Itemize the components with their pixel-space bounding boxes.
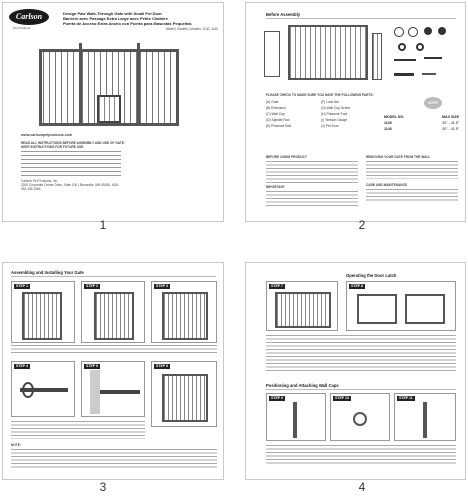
model-cell: 1130 <box>384 121 392 125</box>
max-size-col-header: MAX SIZE <box>442 115 459 119</box>
manual-page-3 <box>2 262 224 480</box>
parts-heading: PLEASE CHECK TO MAKE SURE YOU HAVE THE FOLLOWING PARTS: <box>266 93 374 97</box>
title-block <box>63 11 218 31</box>
step-6-label: STEP 6 <box>156 364 168 368</box>
pressure-foot-icon <box>424 27 432 35</box>
model-table <box>384 115 459 131</box>
step-6-gate <box>162 374 208 422</box>
manual-page-4 <box>245 262 466 480</box>
gate-left-post <box>39 49 42 126</box>
step-5-label: STEP 5 <box>86 364 98 368</box>
part-g: (G) Wall Cup Screw <box>321 106 351 110</box>
model-line: Model | Modèle | Modelo: 1130, 1140 <box>165 27 218 31</box>
care-text <box>366 189 458 203</box>
caption-4: 4 <box>358 480 366 494</box>
manual-page-1 <box>2 2 224 222</box>
step-9-label: STEP 9 <box>271 396 283 400</box>
step-1-box <box>11 281 75 343</box>
part-c: (C) Wall Cup <box>266 112 285 116</box>
size-cell: 30" - 41.5" <box>442 127 459 131</box>
door-latch-title: Operating the Door Latch <box>346 273 397 278</box>
row2-text <box>266 445 456 465</box>
warning-block <box>21 141 211 177</box>
lock-nut-icon <box>398 43 406 51</box>
address-phone: 952.435.1984 <box>21 187 41 191</box>
gate-illustration <box>39 43 179 131</box>
step-5-wall <box>90 370 100 414</box>
step-5-rod <box>100 390 140 394</box>
part-b: (B) Extension <box>266 106 286 110</box>
latch-illustration <box>357 294 397 324</box>
step-10-cup <box>353 412 367 426</box>
box-icon <box>264 31 280 77</box>
step-1-gate <box>22 292 62 340</box>
note-badge: NOTE <box>424 97 442 109</box>
website-link[interactable]: www.carlsonpetproducts.com <box>21 133 73 137</box>
step-4-box <box>11 361 75 417</box>
lock-nut-icon <box>416 43 424 51</box>
before-using-text <box>266 161 358 183</box>
step-11-post <box>423 402 427 438</box>
title-es: Puerta de Acceso Extra Ancho con Puerta para Mascotas Pequeñas <box>63 21 192 26</box>
step-1-label: STEP 1 <box>16 284 28 288</box>
step-9-post <box>293 402 297 438</box>
step-7-gate <box>275 292 331 328</box>
model-col-header: MODEL NO. <box>384 115 405 119</box>
step-4-knob <box>22 382 34 398</box>
step-3-box <box>151 281 217 343</box>
pressure-foot-icon <box>438 27 446 35</box>
important-heading: IMPORTANT <box>266 185 285 189</box>
part-a: (A) Gate <box>266 100 279 104</box>
important-text <box>266 191 358 207</box>
step-7-label: STEP 7 <box>271 284 283 288</box>
pet-door <box>97 95 121 123</box>
address-company: Carlson Pet Products, Inc. <box>21 179 59 183</box>
model-table-header <box>384 115 459 119</box>
step-5-box <box>81 361 145 417</box>
latch-illustration-2 <box>405 294 445 324</box>
step-4-label: STEP 4 <box>16 364 28 368</box>
row1-text <box>266 335 456 373</box>
step-2-label: STEP 2 <box>86 284 98 288</box>
step-2-box <box>81 281 145 343</box>
manual-page-2 <box>245 2 466 222</box>
gate-bottom-rail <box>39 123 179 126</box>
brand-subtitle: Pet Products <box>13 26 31 30</box>
caption-3: 3 <box>99 480 107 494</box>
before-assembly-title: Before Assembly <box>266 12 301 17</box>
gate-right-post <box>176 49 179 126</box>
spindle-rod-icon <box>394 59 416 61</box>
address-block <box>21 179 211 191</box>
care-heading: CARE AND MAINTENANCE <box>366 183 408 187</box>
part-f: (F) Lock Nut <box>321 100 340 104</box>
step-10-box <box>330 393 390 441</box>
table-row <box>384 121 459 125</box>
step-3-gate <box>162 292 208 340</box>
gate-bars-right <box>140 52 176 123</box>
part-i: (I) Tension Gauge <box>321 118 348 122</box>
before-using-heading: BEFORE USING PRODUCT <box>266 155 307 159</box>
brand-logo: Carlson <box>9 9 49 25</box>
wall-caps-title: Positioning and Attaching Wall Caps <box>266 383 339 388</box>
row1-captions <box>11 345 217 355</box>
pressure-bolt-icon <box>394 73 414 76</box>
part-h: (H) Pressure Foot <box>321 112 348 116</box>
gate-bars-left <box>43 52 79 123</box>
caption-1: 1 <box>99 218 107 232</box>
part-j: (J) Pet Door <box>321 124 339 128</box>
part-d: (D) Spindle Rod <box>266 118 290 122</box>
step-6-box <box>151 361 217 427</box>
extension-illustration <box>372 33 382 80</box>
size-cell: 30" - 41.5" <box>442 121 459 125</box>
wall-cup-screw-icon <box>422 73 436 75</box>
step-10-label: STEP 10 <box>335 396 349 400</box>
warning-line-2: KEEP INSTRUCTIONS FOR FUTURE USE. <box>21 145 85 149</box>
gate-parts-illustration <box>288 25 368 80</box>
warning-line-1: READ ALL INSTRUCTIONS BEFORE ASSEMBLY AND USE OF GATE. <box>21 141 125 145</box>
assembling-title: Assembling and Installing Your Gate <box>11 270 84 275</box>
step-8-label: STEP 8 <box>351 284 363 288</box>
note-text <box>11 449 217 469</box>
model-cell: 1140 <box>384 127 392 131</box>
title-fr: Barrière avec Passage Extra Large avec Petite Chatière <box>63 16 168 21</box>
step-8-box <box>346 281 456 331</box>
step-7-box <box>266 281 338 331</box>
address-street: 3200 Corporate Center Drive, Suite 100 | Burnsville, MN 55306, USA <box>21 183 119 187</box>
removing-gate-heading: REMOVING YOUR GATE FROM THE WALL <box>366 155 431 159</box>
title-rule <box>11 276 216 277</box>
table-row <box>384 127 459 131</box>
wall-cup-icon <box>394 27 404 37</box>
step-2-gate <box>94 292 134 340</box>
hardware-icons <box>394 27 460 87</box>
title-en: Design Paw Walk-Through Gate with Small Pet Door <box>63 11 162 16</box>
parts-list <box>266 100 376 150</box>
step-11-label: STEP 11 <box>399 396 413 400</box>
row2-captions <box>11 421 145 439</box>
removing-gate-text <box>366 161 458 179</box>
title-rule <box>266 389 456 390</box>
note-label: NOTE: <box>11 443 21 447</box>
wall-cup-icon <box>408 27 418 37</box>
part-e: (E) Pressure Bolt <box>266 124 292 128</box>
step-9-box <box>266 393 326 441</box>
step-11-box <box>394 393 456 441</box>
title-rule <box>266 18 456 19</box>
step-3-label: STEP 3 <box>156 284 168 288</box>
screw-icon <box>424 57 442 59</box>
warning-filler <box>21 151 121 177</box>
caption-2: 2 <box>358 218 366 232</box>
